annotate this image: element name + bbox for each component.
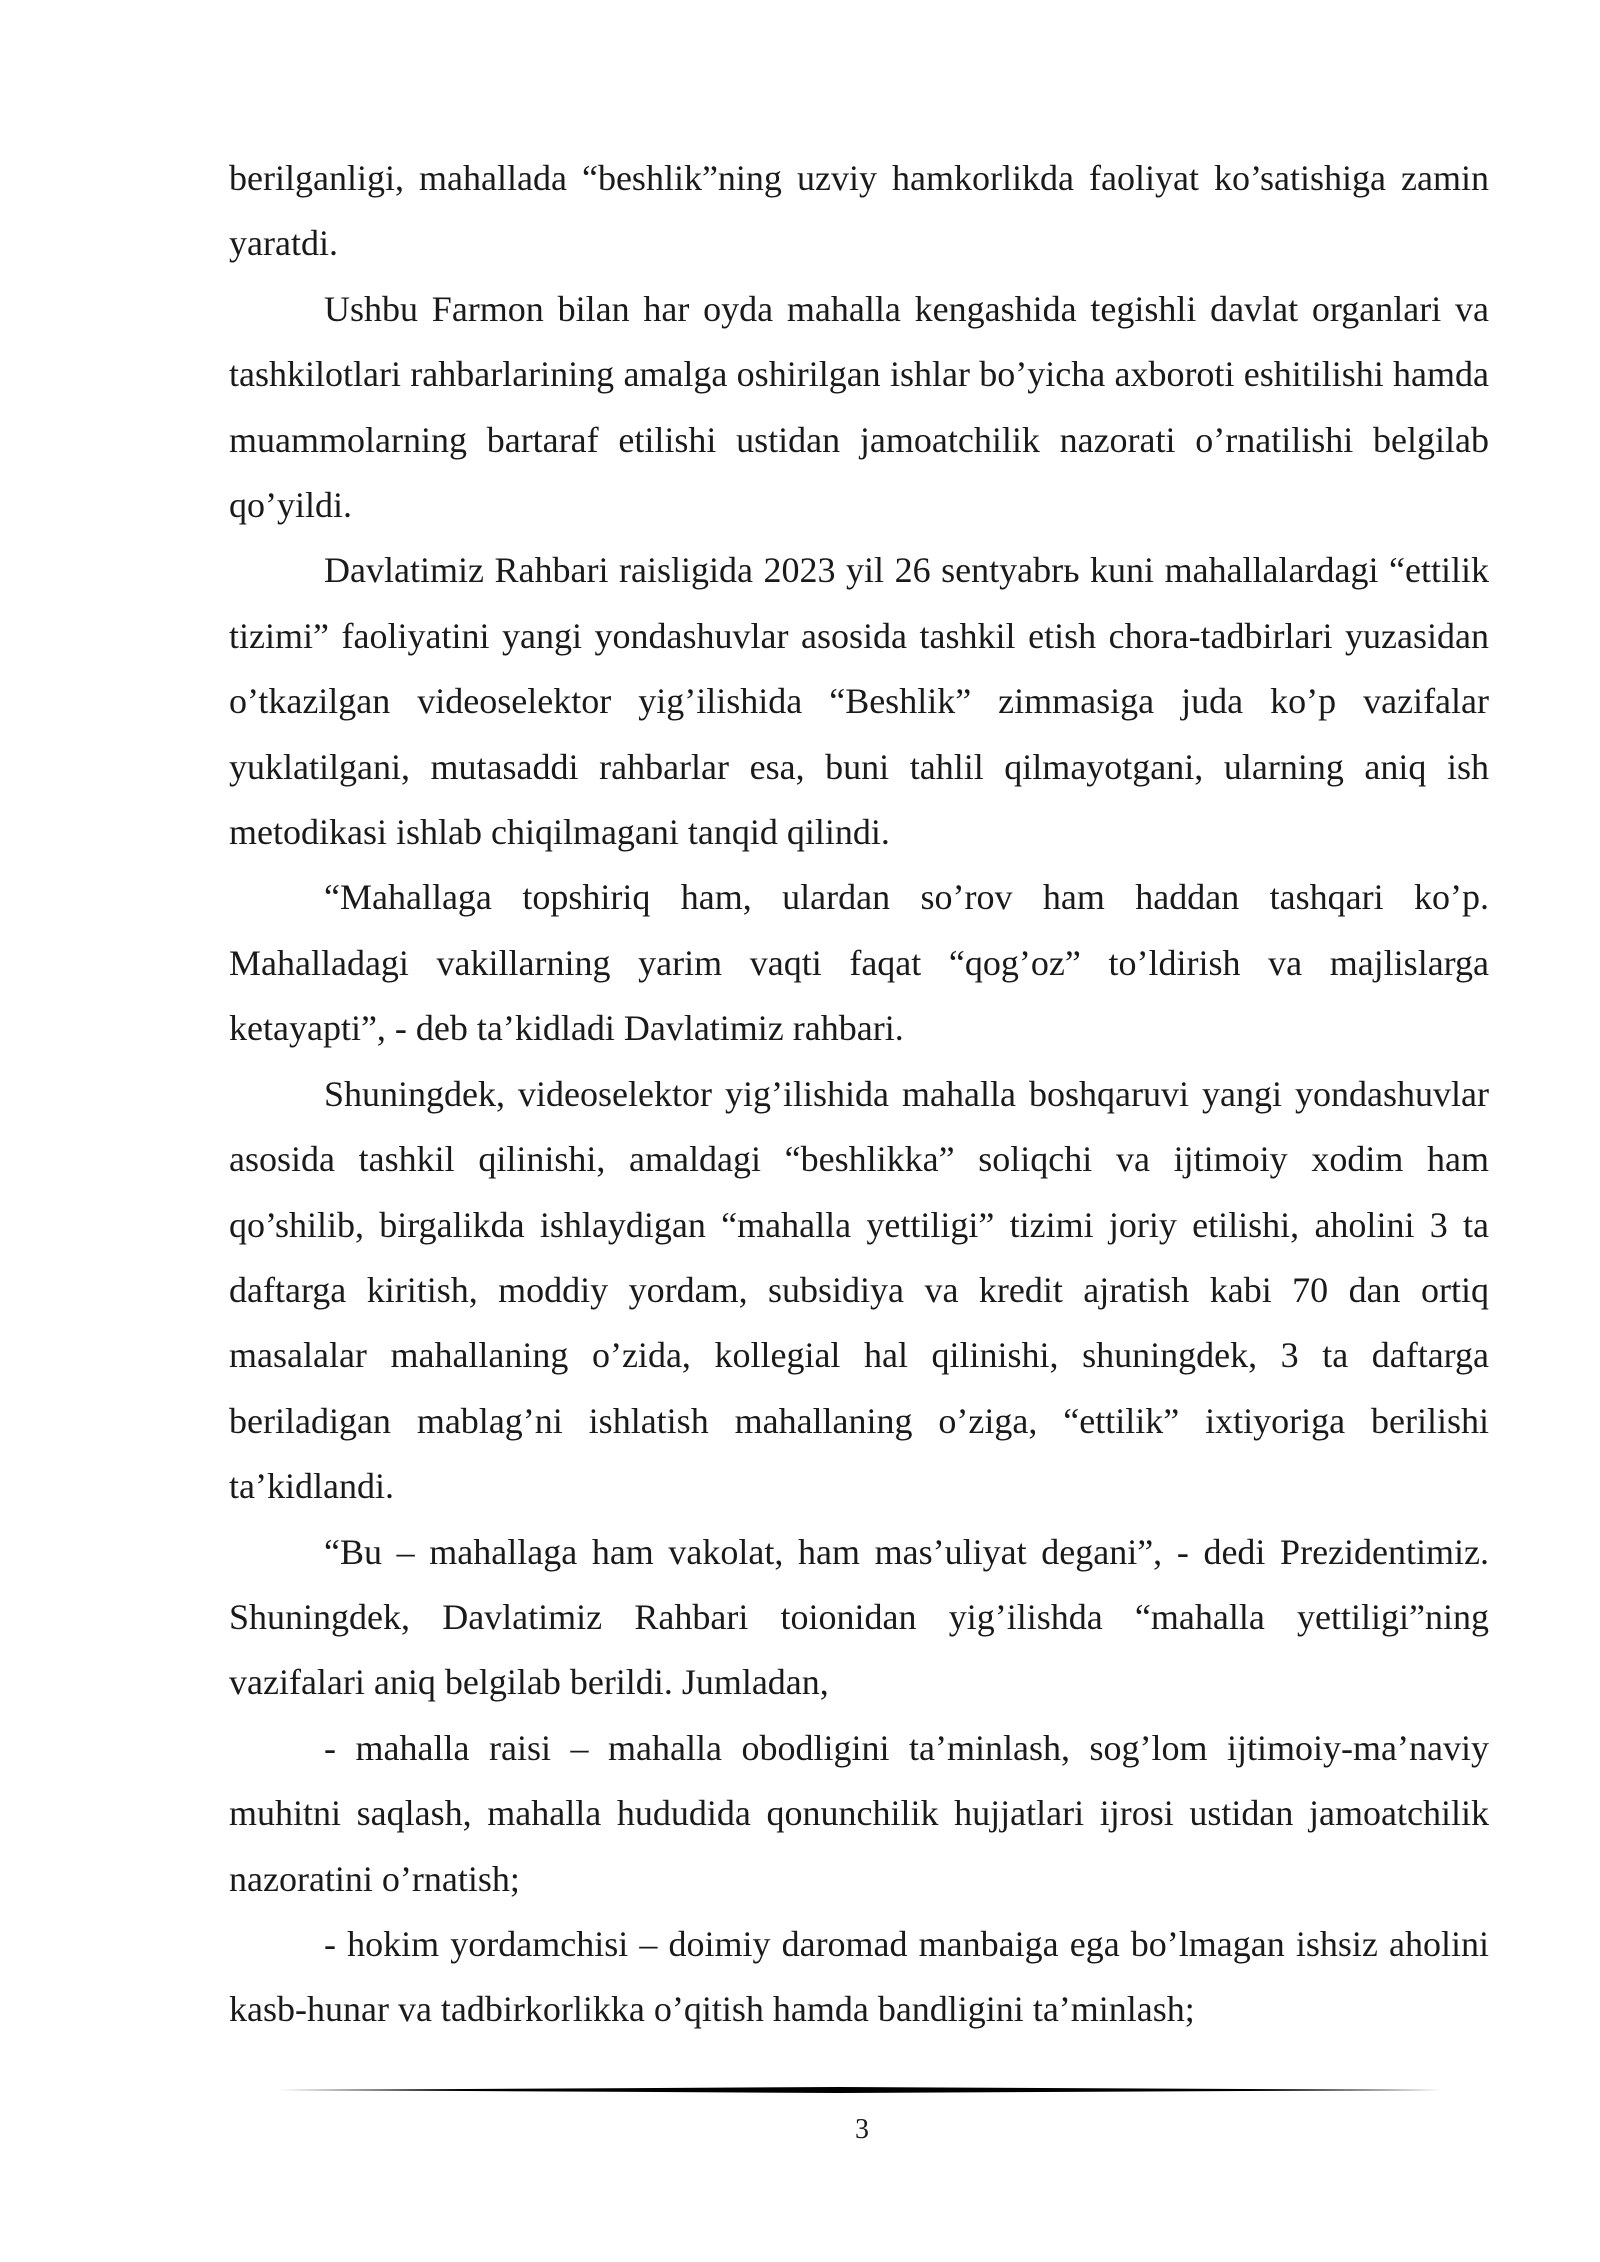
- list-item: - mahalla raisi – mahalla obodligini ta’minlash, sog’lom ijtimoiy-ma’naviy muhitni saqlash, mahalla hududida qonunchilik hujjatlari ijrosi ustidan jamoatchilik nazoratini o’rnatish;: [229, 1727, 1489, 1899]
- paragraph: Ushbu Farmon bilan har oyda mahalla kengashida tegishli davlat organlari va tashkilotlari rahbarlarining amalga oshirilgan ishlar bo’yicha axboroti eshitilishi hamda muammolarning bartaraf etilishi ustidan jamoatchilik nazorati o’rnatilishi belgilab qo’yildi.: [229, 288, 1489, 526]
- paragraph: Shuningdek, videoselektor yig’ilishida mahalla boshqaruvi yangi yondashuvlar asosida tashkil qilinishi, amaldagi “beshlikka” soliqchi va ijtimoiy xodim ham qo’shilib, birgalikda ishlaydigan “mahalla yettiligi” tizimi joriy etilishi, aholini 3 ta daftarga kiritish, moddiy yordam, subsidiya va kredit ajratish kabi 70 dan ortiq masalalar mahallaning o’zida, kollegial hal qilinishi, shuningdek, 3 ta daftarga beriladigan mablag’ni ishlatish mahallaning o’ziga, “ettilik” ixtiyoriga berilishi ta’kidlandi.: [229, 1073, 1489, 1507]
- page-number: 3: [855, 2114, 869, 2145]
- list-item: - hokim yordamchisi – doimiy daromad manbaiga ega bo’lmagan ishsiz aholini kasb-hunar va tadbirkorlikka o’qitish hamda bandligini ta’minlash;: [229, 1923, 1489, 2030]
- paragraph: berilganligi, mahallada “beshlik”ning uzviy hamkorlikda faoliyat ko’satishiga zamin yaratdi.: [229, 158, 1489, 264]
- page-body: [229, 146, 1489, 2043]
- footer-divider: [278, 2082, 1442, 2098]
- paragraph: “Bu – mahallaga ham vakolat, ham mas’uliyat degani”, - dedi Prezidentimiz. Shuningdek, Davlatimiz Rahbari toionidan yig’ilishda “mahalla yettiligi”ning vazifalari aniq belgilab berildi. Jumladan,: [229, 1531, 1489, 1703]
- paragraph: “Mahallaga topshiriq ham, ulardan so’rov ham haddan tashqari ko’p. Mahalladagi vakillarning yarim vaqti faqat “qog’oz” to’ldirish va majlislarga ketayapti”, - deb ta’kidladi Davlatimiz rahbari.: [229, 877, 1489, 1049]
- paragraph: Davlatimiz Rahbari raisligida 2023 yil 26 sentyabrь kuni mahallalardagi “ettilik tizimi” faoliyatini yangi yondashuvlar asosida tashkil etish chora-tadbirlari yuzasidan o’tkazilgan videoselektor yig’ilishida “Beshlik” zimmasiga juda ko’p vazifalar yuklatilgani, mutasaddi rahbarlar esa, buni tahlil qilmayotgani, ularning aniq ish metodikasi ishlab chiqilmagani tanqid qilindi.: [229, 550, 1489, 853]
